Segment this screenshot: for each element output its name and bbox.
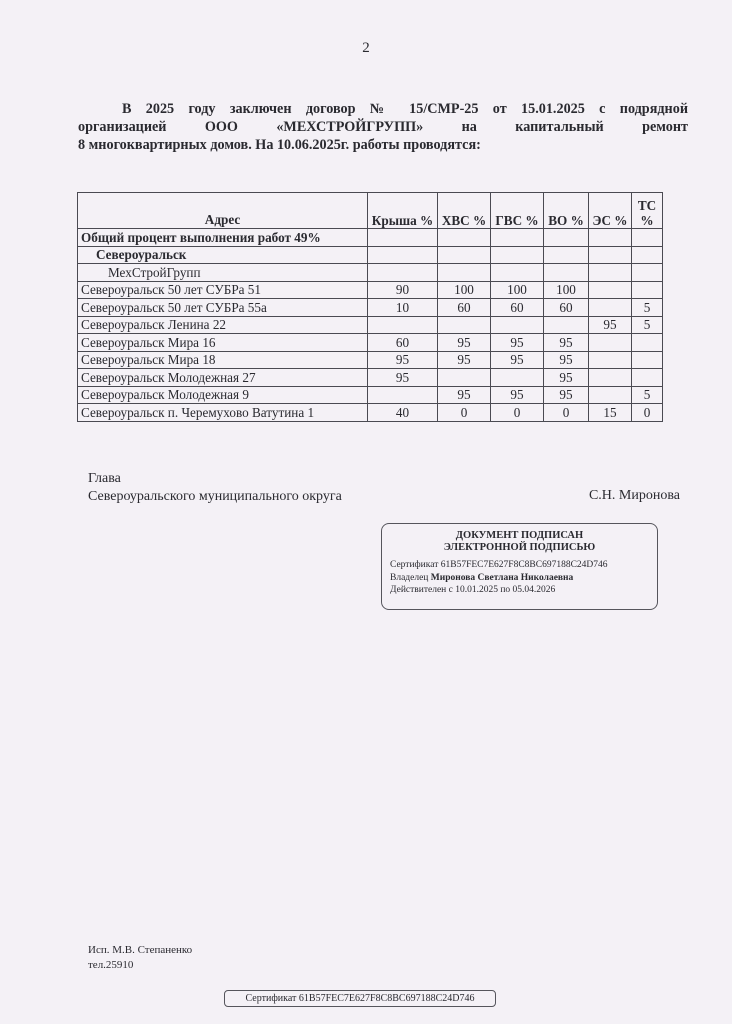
executor-name: Исп. М.В. Степаненко bbox=[88, 944, 193, 956]
percent-cell: 95 bbox=[544, 369, 589, 387]
address-cell: Североуральск п. Черемухово Ватутина 1 bbox=[78, 404, 368, 422]
stamp-owner-label: Владелец bbox=[390, 572, 429, 583]
percent-cell bbox=[589, 299, 632, 317]
header-hot-water: ГВС % bbox=[491, 193, 544, 229]
percent-cell: 10 bbox=[368, 299, 438, 317]
percent-cell: 95 bbox=[589, 316, 632, 334]
header-cold-water: ХВС % bbox=[438, 193, 491, 229]
percent-cell: 95 bbox=[368, 351, 438, 369]
city-label: Североуральск bbox=[78, 246, 368, 264]
table-row bbox=[78, 316, 663, 334]
percent-cell: 95 bbox=[491, 386, 544, 404]
percent-cell bbox=[632, 334, 663, 352]
percent-cell: 95 bbox=[438, 351, 491, 369]
percent-cell: 5 bbox=[632, 299, 663, 317]
contractor-row bbox=[78, 264, 663, 282]
page-number: 2 bbox=[362, 40, 370, 56]
intro-paragraph bbox=[78, 100, 688, 154]
percent-cell: 95 bbox=[544, 334, 589, 352]
address-cell: Североуральск Мира 18 bbox=[78, 351, 368, 369]
position-org: Североуральского муниципального округа bbox=[88, 489, 342, 504]
percent-cell bbox=[544, 316, 589, 334]
percent-cell bbox=[368, 316, 438, 334]
percent-cell bbox=[632, 281, 663, 299]
table-header-row bbox=[78, 193, 663, 229]
percent-cell: 95 bbox=[544, 351, 589, 369]
percent-cell: 60 bbox=[368, 334, 438, 352]
stamp-certificate: Сертификат 61B57FEC7E627F8C8BC697188C24D746 bbox=[390, 560, 608, 570]
percent-cell bbox=[589, 369, 632, 387]
city-row bbox=[78, 246, 663, 264]
percent-cell: 0 bbox=[632, 404, 663, 422]
total-row bbox=[78, 229, 663, 247]
executor-info bbox=[88, 943, 192, 973]
percent-cell: 100 bbox=[438, 281, 491, 299]
percent-cell: 40 bbox=[368, 404, 438, 422]
percent-cell: 95 bbox=[491, 351, 544, 369]
table-row bbox=[78, 386, 663, 404]
stamp-owner-name: Миронова Светлана Николаевна bbox=[430, 572, 574, 583]
percent-cell: 15 bbox=[589, 404, 632, 422]
address-cell: Североуральск Молодежная 9 bbox=[78, 386, 368, 404]
stamp-title bbox=[390, 530, 649, 554]
percent-cell bbox=[632, 351, 663, 369]
percent-cell: 0 bbox=[438, 404, 491, 422]
percent-cell bbox=[632, 369, 663, 387]
total-label: Общий процент выполнения работ 49% bbox=[78, 229, 368, 247]
intro-line-2: организацией ООО «МЕХСТРОЙГРУПП» на капитальный ремонт bbox=[78, 119, 688, 135]
percent-cell: 100 bbox=[544, 281, 589, 299]
table-row bbox=[78, 334, 663, 352]
footer-certificate: Сертификат 61B57FEC7E627F8C8BC697188C24D746 bbox=[224, 990, 496, 1007]
percent-cell: 95 bbox=[544, 386, 589, 404]
stamp-title-line-2: ЭЛЕКТРОННОЙ ПОДПИСЬЮ bbox=[443, 542, 596, 553]
percent-cell bbox=[438, 316, 491, 334]
position-title: Глава bbox=[88, 471, 121, 486]
address-cell: Североуральск Мира 16 bbox=[78, 334, 368, 352]
intro-line-3: 8 многоквартирных домов. На 10.06.2025г. работы проводятся: bbox=[78, 137, 481, 153]
table-row bbox=[78, 404, 663, 422]
percent-cell bbox=[589, 386, 632, 404]
address-cell: Североуральск 50 лет СУБРа 55а bbox=[78, 299, 368, 317]
percent-cell: 5 bbox=[632, 386, 663, 404]
percent-cell: 95 bbox=[438, 334, 491, 352]
percent-cell bbox=[491, 316, 544, 334]
header-electric: ЭС % bbox=[589, 193, 632, 229]
percent-cell bbox=[491, 369, 544, 387]
contractor-label: МехСтройГрупп bbox=[78, 264, 368, 282]
percent-cell: 60 bbox=[491, 299, 544, 317]
stamp-validity: Действителен с 10.01.2025 по 05.04.2026 bbox=[390, 585, 556, 595]
header-heating: ТС % bbox=[632, 193, 663, 229]
percent-cell: 95 bbox=[491, 334, 544, 352]
table-row bbox=[78, 281, 663, 299]
table-row bbox=[78, 351, 663, 369]
percent-cell bbox=[438, 369, 491, 387]
stamp-title-line-1: ДОКУМЕНТ ПОДПИСАН bbox=[455, 530, 584, 541]
percent-cell bbox=[368, 386, 438, 404]
header-roof: Крыша % bbox=[368, 193, 438, 229]
intro-line-1: В 2025 году заключен договор № 15/СМР-25 от 15.01.2025 с подрядной bbox=[122, 101, 688, 117]
table-row bbox=[78, 369, 663, 387]
percent-cell: 0 bbox=[544, 404, 589, 422]
percent-cell: 90 bbox=[368, 281, 438, 299]
header-drainage: ВО % bbox=[544, 193, 589, 229]
percent-cell: 60 bbox=[438, 299, 491, 317]
works-table bbox=[77, 192, 663, 422]
percent-cell: 95 bbox=[438, 386, 491, 404]
executor-phone: тел.25910 bbox=[88, 959, 134, 971]
e-signature-stamp bbox=[381, 523, 658, 610]
percent-cell: 0 bbox=[491, 404, 544, 422]
address-cell: Североуральск 50 лет СУБРа 51 bbox=[78, 281, 368, 299]
percent-cell: 100 bbox=[491, 281, 544, 299]
percent-cell bbox=[589, 351, 632, 369]
percent-cell bbox=[589, 334, 632, 352]
header-address: Адрес bbox=[78, 193, 368, 229]
percent-cell bbox=[589, 281, 632, 299]
table-row bbox=[78, 299, 663, 317]
signature-position bbox=[88, 470, 342, 506]
address-cell: Североуральск Ленина 22 bbox=[78, 316, 368, 334]
percent-cell: 95 bbox=[368, 369, 438, 387]
signatory-name: С.Н. Миронова bbox=[588, 488, 680, 503]
stamp-owner bbox=[390, 572, 649, 585]
percent-cell: 60 bbox=[544, 299, 589, 317]
address-cell: Североуральск Молодежная 27 bbox=[78, 369, 368, 387]
percent-cell: 5 bbox=[632, 316, 663, 334]
